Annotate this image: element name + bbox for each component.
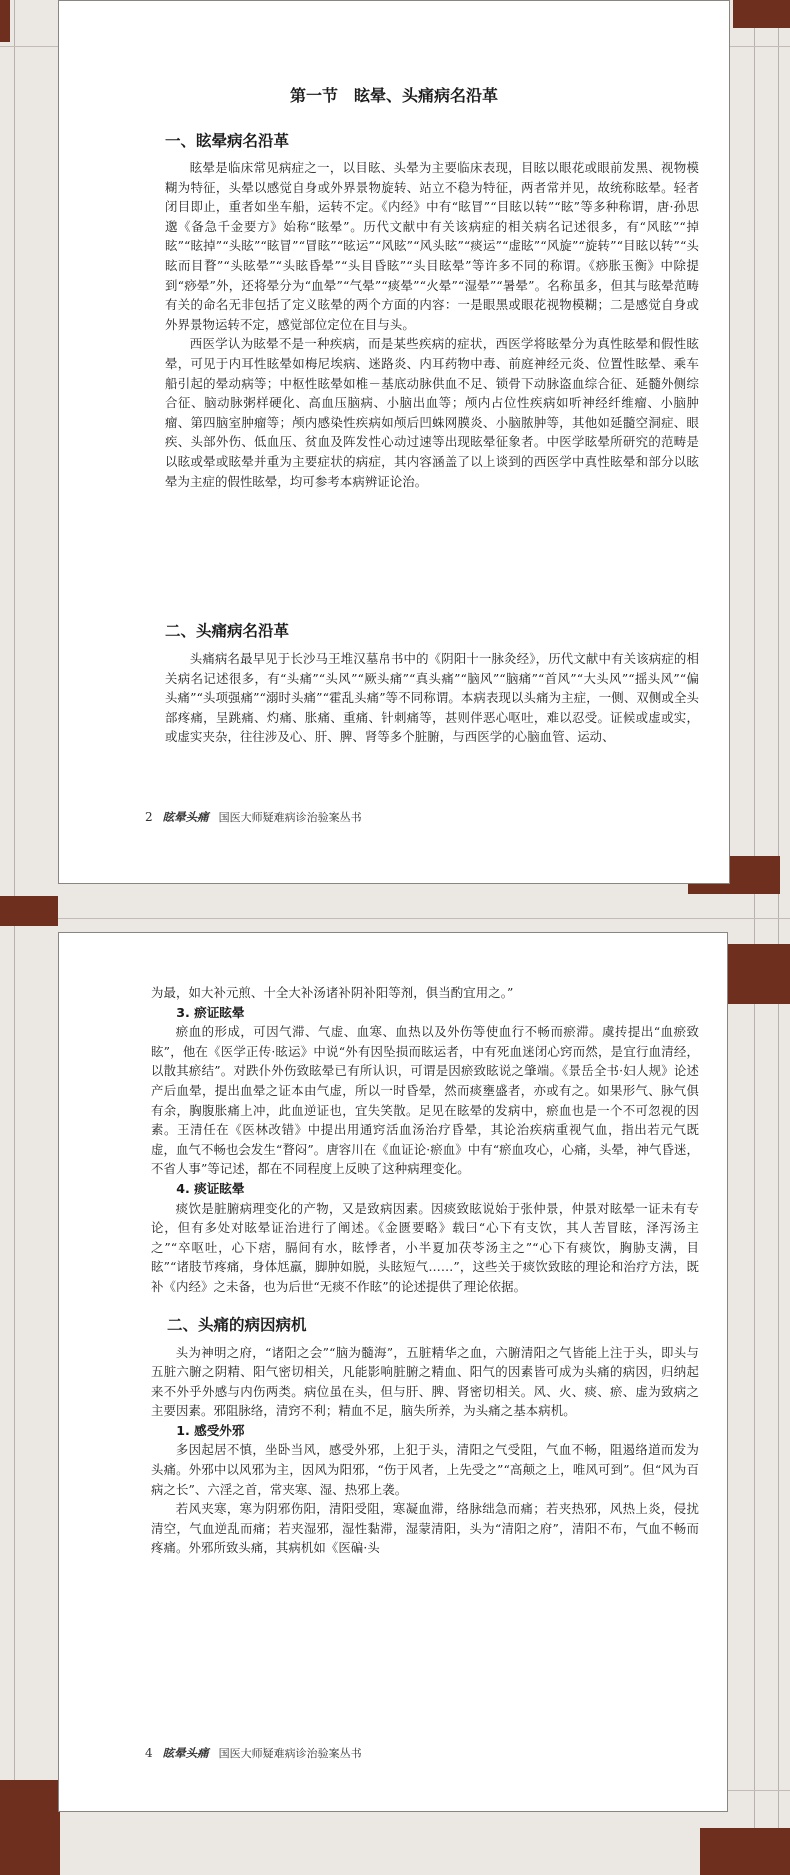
series-title: 国医大师疑难病诊治验案丛书 [218,1747,362,1760]
subheading-external-pathogen: 1. 感受外邪 [176,1422,245,1438]
series-title: 国医大师疑难病诊治验案丛书 [218,811,362,824]
page-footer [145,1745,362,1761]
background-vertical-line-right [754,0,755,1875]
page-4-body [151,983,699,1558]
paragraph: 瘀血的形成，可因气滞、气虚、血寒、血热以及外伤等使血行不畅而瘀滞。虞抟提出“血瘀致眩”，他在《医学正传·眩运》中说“外有因坠损而眩运者，中有死血迷闭心窍而然，是宜行血清经，以散其瘀结”。对跌仆外伤致眩晕已有所认识，可谓是因瘀致眩说之肇端。《景岳全书·妇人规》论述产后血晕，提出血晕之证本由气虚，所以一时昏晕，然而痰壅盛者，亦或有之。如果形气、脉气俱有余，胸腹胀痛上冲，此血逆证也，宜失笑散。足见在眩晕的发病中，瘀血也是一个不可忽视的因素。王清任在《医林改错》中提出用通窍活血汤治疗昏晕，其论治疾病重视气血，指出若元气既虚，血气不畅也会发生“瞀闷”。唐容川在《血证论·瘀血》中有“瘀血攻心，心痛，头晕，神气昏迷，不省人事”等记述，都在不同程度上反映了这种病理变化。 [151,1024,699,1177]
decorative-brown-block [728,944,790,1004]
page-number: 4 [145,1746,153,1760]
paragraph: 眩晕是临床常见病症之一，以目眩、头晕为主要临床表现，目眩以眼花或眼前发黑、视物模糊为特征，头晕以感觉自身或外界景物旋转、站立不稳为特征，两者常并见，故统称眩晕。轻者闭目即止，重者如坐车船，运转不定。《内经》中有“眩冒”“目眩以转”“眩”等多种称谓，唐·孙思邈《备急千金要方》始称“眩晕”。历代文献中有关该病症的相关病名记述很多，有“风眩”“掉眩”“眩掉”“头眩”“眩冒”“冒眩”“眩运”“风眩”“风头眩”“痰运”“虚眩”“风旋”“旋转”“目眩以转”“头眩而目瞀”“头眩晕”“头眩昏晕”“头目昏眩”“头目眩晕”等许多不同的称谓。《痧胀玉衡》中除提到“痧晕”外，还将晕分为“血晕”“气晕”“痰晕”“火晕”“湿晕”“暑晕”。名称虽多，但其与眩晕范畴有关的命名无非包括了定义眩晕的两个方面的内容：一是眼黑或眼花视物模糊；二是感觉自身或外界景物运转不定，感觉部位定位在目与头。 [165,160,699,332]
decorative-brown-block [0,0,10,42]
book-title: 眩晕头痛 [162,1746,209,1760]
section-heading-headache: 二、头痛病名沿革 [165,622,290,640]
decorative-brown-block [700,1828,790,1875]
section-headache-body [165,649,699,747]
paragraph: 多因起居不慎，坐卧当风，感受外邪，上犯于头，清阳之气受阻，气血不畅，阻遏络道而发为头痛。外邪中以风邪为主，因风为阳邪，“伤于风者，上先受之”“高颠之上，唯风可到”。但“风为百病之长”、六淫之首，常夹寒、湿、热邪上袭。 [151,1442,699,1497]
chapter-title: 第一节 眩晕、头痛病名沿革 [289,86,498,105]
paragraph: 西医学认为眩晕不是一种疾病，而是某些疾病的症状，西医学将眩晕分为真性眩晕和假性眩晕，可见于内耳性眩晕如梅尼埃病、迷路炎、内耳药物中毒、前庭神经元炎、位置性眩晕、乘车船引起的晕动病等；中枢性眩晕如椎－基底动脉供血不足、锁骨下动脉盗血综合征、延髓外侧综合征、脑动脉粥样硬化、高血压脑病、小脑出血等；颅内占位性疾病如听神经纤维瘤、小脑肿瘤、第四脑室肿瘤等；颅内感染性疾病如颅后凹蛛网膜炎、小脑脓肿等，其他如延髓空洞症、眼疾、头部外伤、低血压、贫血及阵发性心动过速等出现眩晕征象者。中医学眩晕所研究的范畴是以眩或晕或眩晕并重为主要症状的病症，其内容涵盖了以上谈到的西医学中真性眩晕和部分以眩晕为主症的假性眩晕，均可参考本病辨证论治。 [165,336,699,489]
paragraph: 若风夹寒，寒为阴邪伤阳，清阳受阻，寒凝血滞，络脉绌急而痛；若夹热邪，风热上炎，侵扰清空，气血逆乱而痛；若夹湿邪，湿性黏滞，湿蒙清阳，头为“清阳之府”，清阳不布，气血不畅而疼痛。外邪所致头痛，其病机如《医碥·头 [151,1501,699,1556]
decorative-brown-block [0,1780,60,1875]
book-page-4 [58,932,728,1812]
section-heading-vertigo: 一、眩晕病名沿革 [165,132,290,150]
background-vertical-line-right-2 [778,0,779,1875]
book-page-2 [58,0,730,884]
book-title: 眩晕头痛 [162,810,209,824]
decorative-brown-block [733,0,790,28]
section-vertigo-body [165,158,699,491]
continuation-text: 为最，如大补元煎、十全大补汤诸补阴补阳等剂，俱当酌宜用之。” [151,985,514,1000]
page-number: 2 [145,810,153,824]
decorative-brown-block [0,896,58,926]
background-vertical-line-left [14,0,15,1875]
paragraph: 痰饮是脏腑病理变化的产物，又是致病因素。因痰致眩说始于张仲景，仲景对眩晕一证未有专论，但有多处对眩晕证治进行了阐述。《金匮要略》载曰“心下有支饮，其人苦冒眩，泽泻汤主之”“卒呕吐，心下痞，膈间有水，眩悸者，小半夏加茯苓汤主之”“心下有痰饮，胸胁支满，目眩”“诸肢节疼痛，身体尪羸，脚肿如脱，头眩短气……”，这些关于痰饮致眩的理论和治疗方法，既补《内经》之未备，也为后世“无痰不作眩”的论述提供了理论依据。 [151,1200,699,1294]
paragraph: 头为神明之府，“诸阳之会”“脑为髓海”，五脏精华之血，六腑清阳之气皆能上注于头，即头与五脏六腑之阴精、阳气密切相关，凡能影响脏腑之精血、阳气的因素皆可成为头痛的病因，归纳起来不外乎外感与内伤两类。病位虽在头，但与肝、脾、肾密切相关。风、火、痰、瘀、虚为致病之主要因素。邪阻脉络，清窍不利；精血不足，脑失所养，为头痛之基本病机。 [151,1344,699,1419]
subheading-stasis-vertigo: 3. 瘀证眩晕 [176,1004,245,1020]
background-horizontal-line [0,918,790,919]
page-footer [145,809,362,825]
subheading-phlegm-vertigo: 4. 痰证眩晕 [176,1180,245,1196]
paragraph: 头痛病名最早见于长沙马王堆汉墓帛书中的《阴阳十一脉灸经》，历代文献中有关该病症的相关病名记述很多，有“头痛”“头风”“厥头痛”“真头痛”“脑风”“脑痛”“首风”“大头风”“摇头风”“偏头痛”“头项强痛”“溺时头痛”“霍乱头痛”等不同称谓。本病表现以头痛为主症，一侧、双侧或全头部疼痛，呈跳痛、灼痛、胀痛、重痛、针刺痛等，甚则伴恶心呕吐，难以忍受。证候或虚或实，或虚实夹杂，往往涉及心、肝、脾、肾等多个脏腑，与西医学的心脑血管、运动、 [165,651,699,745]
section-heading-headache-cause: 二、头痛的病因病机 [167,1315,307,1334]
